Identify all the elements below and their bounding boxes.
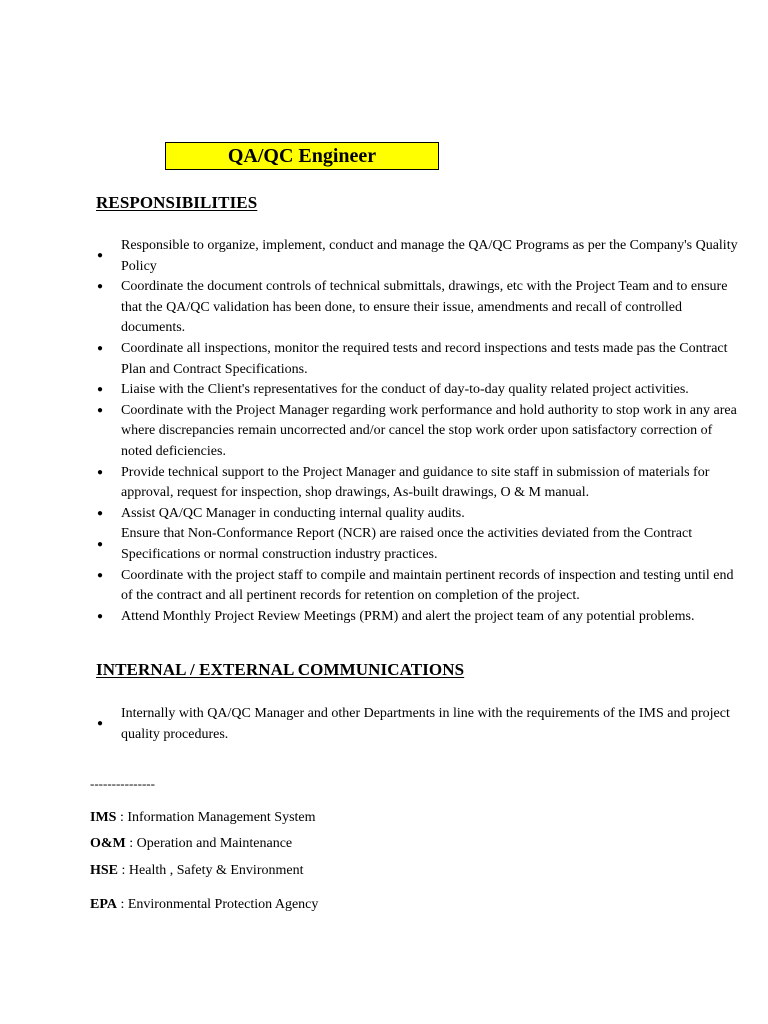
list-item-text: Internally with QA/QC Manager and other Departments in line with the requirements of the IMS and project quality procedures. (121, 706, 730, 742)
bullet-icon: ● (97, 718, 104, 730)
communications-list (96, 704, 746, 745)
abbreviation-term: O&M (90, 836, 126, 851)
list-item-text: Coordinate all inspections, monitor the required tests and record inspections and tests made pas the Contract Plan and Contract Specifications. (121, 340, 728, 377)
abbreviation-epa (90, 897, 318, 913)
separator-line: --------------- (90, 776, 155, 791)
list-item (96, 401, 746, 463)
list-item (96, 463, 746, 504)
bullet-icon: ● (97, 342, 104, 354)
list-item (96, 504, 746, 525)
list-item-text: Responsible to organize, implement, conduct and manage the QA/QC Programs as per the Company's Quality Policy (121, 238, 738, 274)
abbreviation-term: IMS (90, 810, 117, 825)
list-item (96, 380, 746, 401)
bullet-icon: ● (97, 384, 104, 396)
list-item (96, 607, 746, 628)
list-item-text: Coordinate with the project staff to compile and maintain pertinent records of inspection and testing until end of the contract and all pertinent records for retention on completion of the project. (121, 567, 734, 604)
abbreviation-term: EPA (90, 897, 117, 912)
responsibilities-list (96, 236, 746, 627)
abbreviation-term: HSE (90, 863, 119, 878)
list-item (96, 277, 746, 339)
bullet-icon: ● (97, 466, 104, 478)
bullet-icon: ● (97, 281, 104, 293)
abbreviation-ims (90, 810, 316, 826)
list-item-text: Assist QA/QC Manager in conducting internal quality audits. (121, 505, 465, 521)
bullet-icon: ● (97, 404, 104, 416)
abbreviation-hse (90, 863, 303, 879)
bullet-icon: ● (97, 538, 104, 550)
list-item-text: Coordinate the document controls of technical submittals, drawings, etc with the Project Team and to ensure that the QA/QC validation has been done, to ensure their issue, amendments and recall of controlled documents. (121, 279, 728, 336)
list-item-text: Coordinate with the Project Manager regarding work performance and hold authority to stop work in any area where discrepancies remain uncorrected and/or cancel the stop work order upon satisfactory correction of noted deficiencies. (121, 402, 737, 459)
list-item (96, 339, 746, 380)
list-item-text: Attend Monthly Project Review Meetings (PRM) and alert the project team of any potential problems. (121, 608, 695, 624)
responsibilities-heading: RESPONSIBILITIES (96, 193, 258, 212)
bullet-icon: ● (97, 610, 104, 622)
abbreviation-om (90, 836, 292, 852)
list-item (96, 524, 746, 565)
list-item-text: Liaise with the Client's representatives for the conduct of day-to-day quality related project activities. (121, 382, 689, 398)
abbreviation-definition: : Operation and Maintenance (125, 836, 293, 851)
bullet-icon: ● (97, 507, 104, 519)
list-item (96, 236, 746, 277)
abbreviation-definition: : Information Management System (116, 810, 316, 825)
list-item (96, 566, 746, 607)
list-item (96, 704, 746, 745)
list-item-text: Provide technical support to the Project Manager and guidance to site staff in submission of materials for approval, request for inspection, shop drawings, As-built drawings, O & M manual. (121, 464, 710, 501)
communications-heading: INTERNAL / EXTERNAL COMMUNICATIONS (96, 660, 465, 679)
page-title: QA/QC Engineer (165, 142, 439, 170)
abbreviation-definition: : Environmental Protection Agency (116, 897, 319, 912)
bullet-icon: ● (97, 569, 104, 581)
bullet-icon: ● (97, 250, 104, 262)
list-item-text: Ensure that Non-Conformance Report (NCR) are raised once the activities deviated from the Contract Specifications or normal construction industry practices. (121, 526, 693, 562)
abbreviation-definition: : Health , Safety & Environment (118, 863, 304, 878)
